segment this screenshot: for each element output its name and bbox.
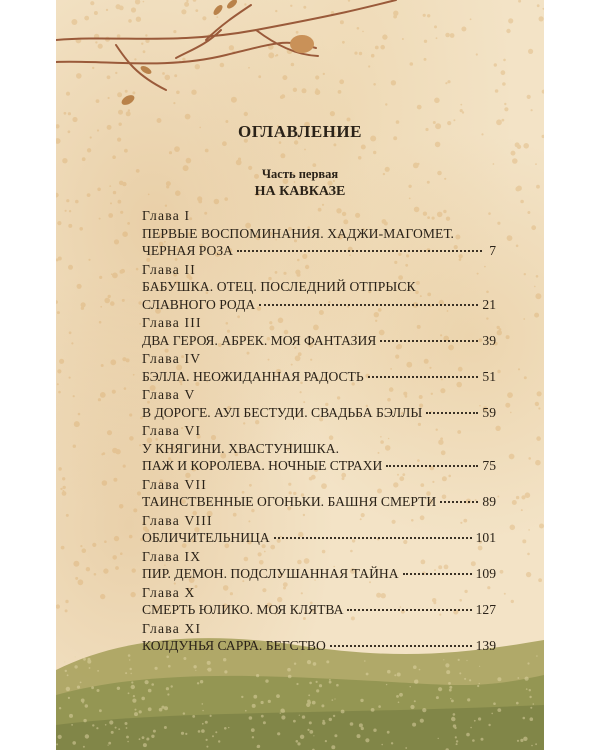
toc-entry[interactable] [142, 512, 496, 547]
page-number: 139 [475, 638, 496, 653]
chapter-title-row [142, 601, 496, 619]
chapter-title-line: У КНЯГИНИ. ХВАСТУНИШКА. [142, 440, 340, 456]
toc-heading: ОГЛАВЛЕНИЕ [238, 122, 362, 141]
chapter-number: Глава IX [142, 548, 202, 564]
dot-leader [259, 303, 478, 306]
toc-entry[interactable] [142, 422, 496, 475]
dot-leader [330, 644, 472, 647]
chapter-number: Глава X [142, 584, 196, 600]
chapter-title-row [142, 529, 496, 547]
chapter-title-line: ОБЛИЧИТЕЛЬНИЦА [142, 530, 270, 545]
chapter-title-line: ПАЖ И КОРОЛЕВА. НОЧНЫЕ СТРАХИ [142, 458, 383, 473]
chapter-number: Глава IV [142, 351, 202, 366]
chapter-number: Глава VII [142, 476, 207, 492]
chapter-number: Глава XI [142, 620, 202, 636]
dot-leader [274, 536, 472, 539]
page-number: 7 [489, 243, 496, 258]
toc-entry[interactable] [142, 620, 496, 655]
chapter-title-row [142, 565, 496, 583]
chapter-number: Глава II [142, 261, 196, 277]
chapter-title-line: ЧЕРНАЯ РОЗА [142, 243, 233, 258]
page-number: 39 [482, 332, 496, 348]
chapter-title-line: ПИР. ДЕМОН. ПОДСЛУШАННАЯ ТАЙНА [142, 566, 399, 581]
page-number: 59 [482, 404, 496, 420]
chapter-title-row [142, 296, 496, 314]
chapter-title-row [142, 493, 496, 511]
page-number: 101 [475, 530, 496, 545]
dot-leader [426, 411, 478, 414]
page-number: 109 [475, 566, 496, 581]
page-number: 51 [482, 368, 496, 384]
chapter-number: Глава V [142, 387, 196, 402]
chapter-title-row [142, 242, 496, 260]
toc-entry[interactable] [142, 476, 496, 511]
chapter-title-row [142, 637, 496, 655]
chapter-number: Глава VIII [142, 512, 213, 528]
chapter-title-line: БЭЛЛА. НЕОЖИДАННАЯ РАДОСТЬ [142, 368, 364, 384]
chapter-title-row [142, 404, 496, 422]
chapter-title-line: БАБУШКА. ОТЕЦ. ПОСЛЕДНИЙ ОТПРЫСК [142, 279, 416, 294]
page-number: 21 [482, 296, 496, 312]
dot-leader [347, 608, 471, 611]
chapter-list [142, 207, 496, 656]
dot-leader [440, 500, 478, 503]
chapter-title-row [142, 332, 496, 350]
dot-leader [237, 249, 482, 252]
chapter-title-line: ТАИНСТВЕННЫЕ ОГОНЬКИ. БАШНЯ СМЕРТИ [142, 494, 437, 509]
toc-entry[interactable] [142, 584, 496, 619]
chapter-title-line: СЛАВНОГО РОДА [142, 296, 256, 312]
chapter-title-line: В ДОРОГЕ. АУЛ БЕСТУДИ. СВАДЬБА БЭЛЛЫ [142, 404, 423, 420]
dot-leader [386, 464, 478, 467]
page-number: 127 [475, 602, 496, 617]
table-of-contents [56, 0, 544, 750]
chapter-title-line: СМЕРТЬ ЮЛИКО. МОЯ КЛЯТВА [142, 602, 344, 617]
toc-entry[interactable] [142, 548, 496, 583]
page-number: 75 [482, 458, 496, 473]
toc-entry[interactable] [142, 314, 496, 349]
chapter-title-line: КОЛДУНЬЯ САРРА. БЕГСТВО [142, 638, 326, 653]
chapter-number: Глава III [142, 315, 202, 330]
chapter-number: Глава VI [142, 423, 202, 438]
chapter-title-row [142, 368, 496, 386]
part-label: Часть первая [261, 167, 339, 181]
book-page [56, 0, 544, 750]
part-title: НА КАВКАЗЕ [254, 184, 346, 199]
toc-entry[interactable] [142, 207, 496, 260]
chapter-title-line: ПЕРВЫЕ ВОСПОМИНАНИЯ. ХАДЖИ-МАГОМЕТ. [142, 225, 454, 241]
dot-leader [403, 572, 472, 575]
dot-leader [368, 375, 479, 378]
toc-entry[interactable] [142, 261, 496, 314]
toc-entry[interactable] [142, 350, 496, 385]
chapter-title-row [142, 457, 496, 475]
chapter-title-line: ДВА ГЕРОЯ. АБРЕК. МОЯ ФАНТАЗИЯ [142, 332, 377, 348]
page-number: 89 [482, 494, 496, 509]
dot-leader [380, 339, 478, 342]
toc-entry[interactable] [142, 386, 496, 421]
chapter-number: Глава I [142, 208, 191, 223]
